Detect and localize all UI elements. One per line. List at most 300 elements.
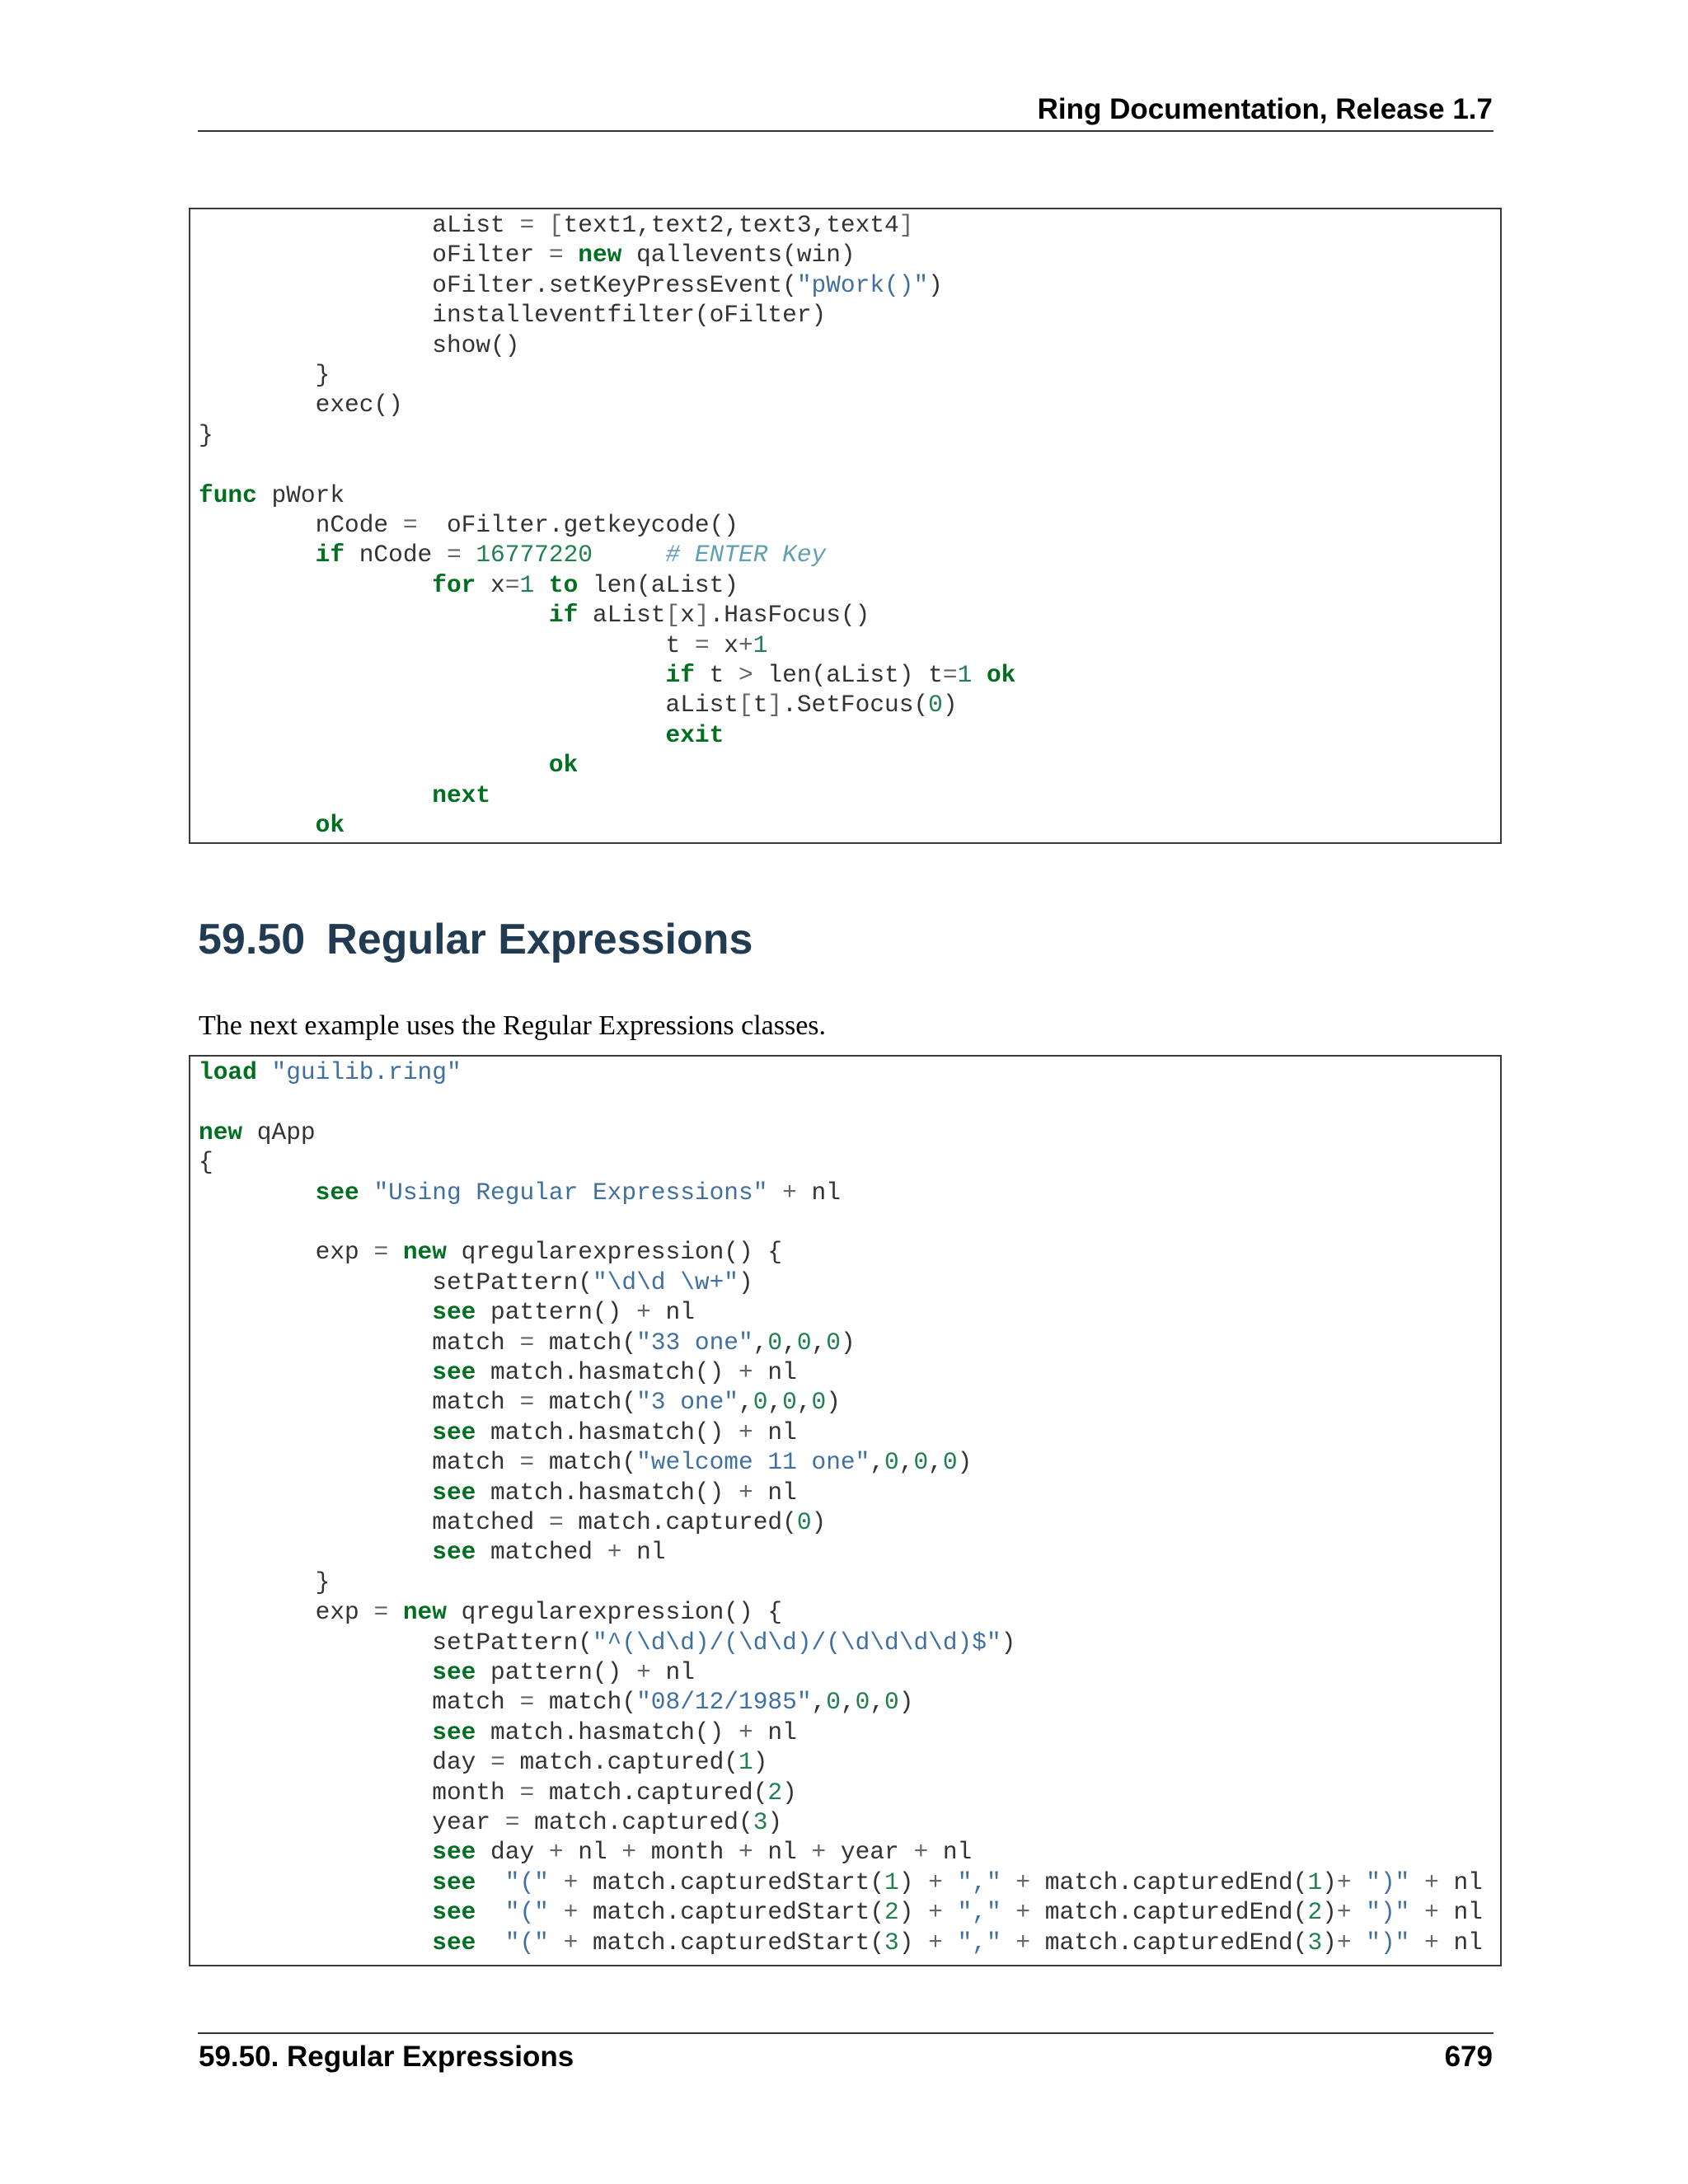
code-token: aList — [578, 601, 666, 630]
code-token: 0 — [753, 1388, 768, 1417]
code-token: ) — [1322, 1868, 1337, 1896]
code-token: ) — [767, 1808, 783, 1836]
code-token — [359, 1179, 374, 1207]
code-token: .SetFocus( — [782, 691, 929, 719]
code-token: + — [636, 1658, 651, 1686]
code-token: ")" — [1366, 1898, 1410, 1927]
code-token: see — [432, 1538, 476, 1567]
code-token: nl — [1438, 1898, 1483, 1927]
code-line — [199, 1147, 1500, 1178]
code-token: "Using Regular Expressions" — [373, 1178, 768, 1207]
code-token: } — [199, 361, 331, 389]
code-token: + — [1424, 1928, 1439, 1957]
code-token: + — [1336, 1928, 1352, 1957]
code-token: .HasFocus() — [709, 601, 870, 630]
code-token: "(" — [504, 1928, 549, 1957]
code-token: = — [942, 661, 958, 689]
code-token: "," — [957, 1928, 1001, 1957]
code-token: see — [432, 1898, 476, 1927]
code-token: ) — [782, 1778, 797, 1807]
code-token — [462, 541, 476, 569]
code-token: ) — [1322, 1898, 1337, 1927]
code-token — [1001, 1929, 1016, 1957]
code-token — [1409, 1868, 1424, 1896]
code-token: year — [826, 1838, 914, 1867]
code-token — [199, 541, 316, 569]
code-line — [199, 690, 1500, 720]
code-token: to — [548, 570, 579, 599]
code-token: + — [563, 1868, 579, 1896]
code-line — [199, 1837, 1500, 1868]
code-token: if — [548, 601, 579, 630]
code-line — [199, 1178, 1500, 1208]
code-token: + — [1424, 1898, 1439, 1927]
code-token — [593, 541, 666, 569]
code-line — [199, 1357, 1500, 1388]
code-token: pWork — [256, 480, 345, 509]
code-line — [199, 300, 1500, 330]
code-token: 1 — [738, 1748, 753, 1777]
code-token: 0 — [942, 1448, 958, 1477]
code-token: day — [199, 1748, 491, 1777]
code-line — [199, 1057, 1500, 1088]
code-line — [199, 540, 1500, 570]
code-token: + — [738, 1358, 753, 1386]
code-token: "guilib.ring" — [271, 1058, 462, 1086]
code-token: func — [199, 480, 257, 509]
code-token — [549, 1929, 564, 1957]
code-line — [199, 1597, 1500, 1628]
code-token: oFilter.getkeycode() — [417, 511, 739, 539]
code-token: nl — [1438, 1928, 1483, 1957]
code-token: nl — [753, 1358, 797, 1386]
code-token: [ — [738, 691, 753, 719]
code-token: match.capturedStart( — [578, 1928, 885, 1957]
code-token — [943, 1898, 958, 1926]
code-token — [199, 1838, 432, 1866]
code-line — [199, 1478, 1500, 1508]
code-token: "welcome 11 one" — [636, 1448, 870, 1477]
code-token: + — [548, 1838, 564, 1867]
code-token: new — [578, 241, 622, 269]
code-token: "08/12/1985" — [636, 1688, 812, 1717]
code-token: = — [519, 1688, 535, 1717]
code-token: 1 — [519, 570, 535, 599]
code-token: match.hasmatch() — [476, 1418, 739, 1446]
code-token: load — [199, 1058, 257, 1086]
code-token: see — [432, 1928, 476, 1957]
code-token: qApp — [242, 1118, 316, 1146]
code-token: len(aList) t — [753, 661, 943, 689]
code-block-regex — [189, 1055, 1502, 1966]
code-token: } — [199, 420, 213, 449]
code-token — [199, 1718, 432, 1746]
code-token: aList — [199, 211, 520, 239]
code-token: nl — [753, 1838, 812, 1867]
code-token: match.capturedStart( — [578, 1898, 885, 1927]
code-line — [199, 1447, 1500, 1478]
code-token: match.hasmatch() — [476, 1358, 739, 1386]
code-token: ok — [548, 751, 579, 780]
code-line — [199, 330, 1500, 361]
code-token: 16777220 — [476, 541, 593, 569]
code-token — [199, 721, 666, 749]
code-token: show() — [199, 330, 520, 359]
code-token: new — [199, 1118, 243, 1146]
code-token: = — [373, 1238, 389, 1267]
code-token: + — [811, 1838, 827, 1867]
code-token: = [ — [519, 211, 564, 239]
code-token: "^(\d\d)/(\d\d)/(\d\d\d\d)$" — [592, 1628, 1001, 1657]
code-line — [199, 1297, 1500, 1328]
code-token: + — [1015, 1928, 1031, 1957]
code-token — [199, 1358, 432, 1386]
code-token: match( — [534, 1688, 637, 1717]
code-token: 0 — [826, 1688, 841, 1717]
code-token — [257, 1058, 272, 1086]
code-token: 1 — [753, 630, 768, 659]
code-token: 2 — [884, 1898, 899, 1927]
code-token: 0 — [811, 1388, 827, 1417]
code-token: oFilter.setKeyPressEvent( — [199, 270, 797, 299]
code-line — [199, 240, 1500, 270]
code-token — [199, 601, 549, 629]
code-token: ) — [942, 691, 958, 719]
code-token: matched — [199, 1508, 549, 1536]
code-token: ) — [898, 1868, 929, 1896]
code-token: exp — [199, 1238, 374, 1267]
code-token — [1001, 1898, 1016, 1926]
code-token: ) — [1322, 1928, 1337, 1957]
code-token: t — [753, 691, 768, 719]
code-token: , — [811, 1688, 827, 1717]
code-line — [199, 1507, 1500, 1538]
code-token: 3 — [884, 1928, 899, 1957]
code-token — [476, 1898, 504, 1926]
code-line — [199, 1207, 1500, 1238]
running-header: Ring Documentation, Release 1.7 — [1037, 93, 1493, 125]
page-number: 679 — [1444, 2041, 1493, 2073]
code-token: , — [753, 1328, 768, 1357]
code-token: = — [519, 1778, 535, 1807]
code-token: "," — [957, 1868, 1001, 1896]
code-token: + — [738, 1418, 753, 1446]
code-token: + — [563, 1898, 579, 1927]
code-token: = — [504, 1808, 520, 1836]
code-token: match.hasmatch() — [476, 1718, 739, 1746]
code-token: nl — [650, 1298, 695, 1327]
code-token: 0 — [767, 1328, 783, 1357]
code-token: exec() — [199, 391, 403, 419]
code-token: 0 — [796, 1508, 812, 1536]
code-token: nl — [753, 1718, 797, 1746]
code-token: ) — [753, 1748, 768, 1777]
code-token: see — [432, 1838, 476, 1867]
code-token: next — [432, 780, 491, 809]
code-token: aList — [199, 691, 739, 719]
code-token: text1,text2,text3,text4 — [563, 211, 899, 239]
code-token — [549, 1868, 564, 1896]
code-token — [1409, 1929, 1424, 1957]
code-token: ] — [767, 691, 783, 719]
code-token: , — [928, 1448, 943, 1477]
code-token: ) — [898, 1928, 929, 1957]
code-token: , — [840, 1688, 856, 1717]
code-token: 0 — [884, 1688, 899, 1717]
code-token: = — [446, 541, 462, 569]
code-token: "," — [957, 1898, 1001, 1927]
code-token — [767, 1179, 782, 1207]
code-line — [199, 360, 1500, 391]
code-token: "pWork()" — [796, 270, 929, 299]
code-token: , — [898, 1448, 914, 1477]
code-token: + — [738, 1478, 753, 1507]
code-token: setPattern( — [199, 1268, 593, 1296]
code-line — [199, 510, 1500, 541]
code-token: + — [738, 1838, 753, 1867]
code-token: x — [680, 601, 695, 630]
code-token: + — [607, 1538, 622, 1567]
code-line — [199, 1747, 1500, 1778]
code-token: + — [738, 1718, 753, 1746]
code-token: 1 — [884, 1868, 899, 1896]
code-token: match( — [534, 1328, 637, 1357]
code-line — [199, 1237, 1500, 1268]
code-token: # ENTER Key — [665, 541, 827, 569]
code-token: nl — [928, 1838, 973, 1867]
code-token: see — [432, 1418, 476, 1446]
code-token: "\d\d \w+" — [592, 1268, 739, 1296]
code-token: see — [432, 1478, 476, 1507]
code-token: nl — [753, 1478, 797, 1507]
code-line — [199, 480, 1500, 511]
code-token: nCode — [199, 511, 403, 539]
header-rule — [198, 130, 1493, 132]
code-token — [476, 1929, 504, 1957]
code-token — [199, 1418, 432, 1446]
code-token: year — [199, 1808, 505, 1836]
code-token: + — [1424, 1868, 1439, 1896]
code-token: 0 — [913, 1448, 929, 1477]
code-token — [199, 751, 549, 779]
code-token: ) — [898, 1898, 929, 1927]
code-token — [199, 1929, 432, 1957]
code-token — [943, 1929, 958, 1957]
code-token: match.capturedEnd( — [1030, 1868, 1308, 1896]
code-token: 3 — [1307, 1928, 1323, 1957]
code-token — [199, 1868, 432, 1896]
code-token: ] — [694, 601, 710, 630]
code-token: ")" — [1366, 1868, 1410, 1896]
code-token: nl — [753, 1418, 797, 1446]
code-token: 0 — [796, 1328, 812, 1357]
code-token: month — [199, 1778, 520, 1807]
code-token: ] — [898, 211, 914, 239]
code-token: , — [796, 1388, 812, 1417]
section-title: Regular Expressions — [326, 916, 753, 963]
code-token: 0 — [782, 1388, 797, 1417]
code-token: + — [563, 1928, 579, 1957]
code-token: see — [432, 1358, 476, 1386]
code-token: x — [476, 570, 505, 599]
code-token: 0 — [928, 691, 943, 719]
code-token: "(" — [504, 1868, 549, 1896]
code-block-event-filter — [189, 208, 1502, 844]
code-token: month — [636, 1838, 739, 1867]
code-token — [534, 571, 549, 599]
code-token: + — [1015, 1868, 1031, 1896]
code-token — [199, 571, 432, 599]
code-line — [199, 1568, 1500, 1598]
code-line — [199, 1387, 1500, 1418]
code-line — [199, 750, 1500, 780]
code-line — [199, 390, 1500, 420]
code-token: + — [621, 1838, 637, 1867]
code-token — [199, 661, 666, 689]
code-token: + — [782, 1178, 797, 1207]
code-line — [199, 1268, 1500, 1298]
footer-section-label: 59.50. Regular Expressions — [199, 2041, 574, 2073]
code-token: match — [199, 1448, 520, 1477]
code-token: nl — [621, 1538, 666, 1567]
code-token — [1001, 1868, 1016, 1896]
code-token: exit — [665, 720, 724, 749]
code-line — [199, 210, 1500, 241]
code-token: see — [432, 1298, 476, 1327]
code-token: nl — [796, 1178, 841, 1207]
code-line — [199, 1328, 1500, 1358]
code-token — [943, 1868, 958, 1896]
code-token: match — [199, 1688, 520, 1717]
code-token: for — [432, 570, 476, 599]
code-line — [199, 660, 1500, 691]
code-token: if — [315, 541, 345, 569]
section-number: 59.50 — [198, 916, 306, 963]
code-token: ) — [840, 1328, 856, 1357]
code-line — [199, 720, 1500, 751]
code-token: installeventfilter(oFilter) — [199, 301, 827, 330]
code-line — [199, 1628, 1500, 1658]
code-token: match( — [534, 1388, 637, 1417]
code-token: match.capturedEnd( — [1030, 1928, 1308, 1957]
code-token: nCode — [345, 541, 447, 569]
footer-rule — [198, 2032, 1493, 2034]
code-token: qregularexpression() { — [446, 1238, 783, 1267]
code-token: len(aList) — [578, 570, 739, 599]
code-token: ok — [986, 661, 1016, 689]
code-token: match.captured( — [534, 1778, 768, 1807]
code-token — [199, 1479, 432, 1507]
code-token: setPattern( — [199, 1628, 593, 1657]
code-token: 0 — [884, 1448, 899, 1477]
code-token: ) — [1001, 1628, 1016, 1657]
intro-paragraph: The next example uses the Regular Expressions classes. — [199, 1010, 827, 1041]
code-token: match.captured( — [504, 1748, 739, 1777]
code-token: + — [1015, 1898, 1031, 1927]
code-token: = — [548, 241, 579, 269]
code-token: match.captured( — [563, 1508, 797, 1536]
code-line — [199, 1778, 1500, 1808]
code-token: + — [1336, 1898, 1352, 1927]
code-token: new — [402, 1598, 447, 1627]
code-token: } — [199, 1568, 331, 1596]
code-token: = — [519, 1448, 535, 1477]
code-token — [972, 661, 987, 689]
code-token: exp — [199, 1598, 374, 1627]
code-token: + — [738, 630, 753, 659]
code-token: , — [870, 1688, 885, 1717]
code-token: "33 one" — [636, 1328, 753, 1357]
code-line — [199, 780, 1500, 811]
code-token: t — [199, 630, 695, 659]
code-token: 2 — [1307, 1898, 1323, 1927]
code-token: new — [402, 1238, 447, 1267]
code-token — [199, 1298, 432, 1326]
code-token: = — [694, 630, 710, 659]
code-token — [199, 1179, 316, 1207]
code-token: match — [199, 1388, 520, 1417]
code-token: match — [199, 1328, 520, 1357]
code-line — [199, 1928, 1500, 1958]
code-token: = — [519, 1388, 535, 1417]
code-token: ")" — [1366, 1928, 1410, 1957]
code-token: 1 — [1307, 1868, 1323, 1896]
code-token — [388, 1238, 403, 1266]
code-token: 0 — [826, 1328, 841, 1357]
code-token: + — [913, 1838, 929, 1867]
code-token: ) — [811, 1508, 827, 1536]
code-token: qallevents(win) — [621, 241, 856, 269]
code-line — [199, 630, 1500, 661]
code-line — [199, 1687, 1500, 1718]
code-token — [1352, 1868, 1367, 1896]
code-token: = — [490, 1748, 505, 1777]
code-token: pattern() — [476, 1298, 637, 1327]
code-token — [199, 1658, 432, 1686]
code-token — [1352, 1898, 1367, 1926]
code-line — [199, 1087, 1500, 1118]
code-token: see — [432, 1658, 476, 1686]
code-token: match.capturedEnd( — [1030, 1898, 1308, 1927]
code-token: 2 — [767, 1778, 783, 1807]
code-token: oFilter — [199, 241, 549, 269]
code-token: ) — [826, 1388, 841, 1417]
code-token: = — [548, 1508, 564, 1536]
code-token: ) — [738, 1268, 753, 1296]
code-token: , — [811, 1328, 827, 1357]
code-token — [199, 781, 432, 809]
code-token: , — [870, 1448, 885, 1477]
code-token: ) — [928, 270, 943, 299]
code-token — [549, 1898, 564, 1926]
code-token: ) — [898, 1688, 914, 1717]
code-token: matched — [476, 1538, 607, 1567]
code-token — [476, 1868, 504, 1896]
code-token: match.captured( — [519, 1808, 753, 1836]
code-token: 0 — [855, 1688, 870, 1717]
code-token: 1 — [957, 661, 973, 689]
code-token: > — [738, 661, 753, 689]
code-token: qregularexpression() { — [446, 1598, 783, 1627]
code-token: nl — [563, 1838, 622, 1867]
code-token: "3 one" — [636, 1388, 739, 1417]
code-token: x — [709, 630, 739, 659]
code-line — [199, 1118, 1500, 1148]
code-token: + — [636, 1298, 651, 1327]
code-line — [199, 1868, 1500, 1898]
code-line — [199, 450, 1500, 480]
code-line — [199, 810, 1500, 841]
